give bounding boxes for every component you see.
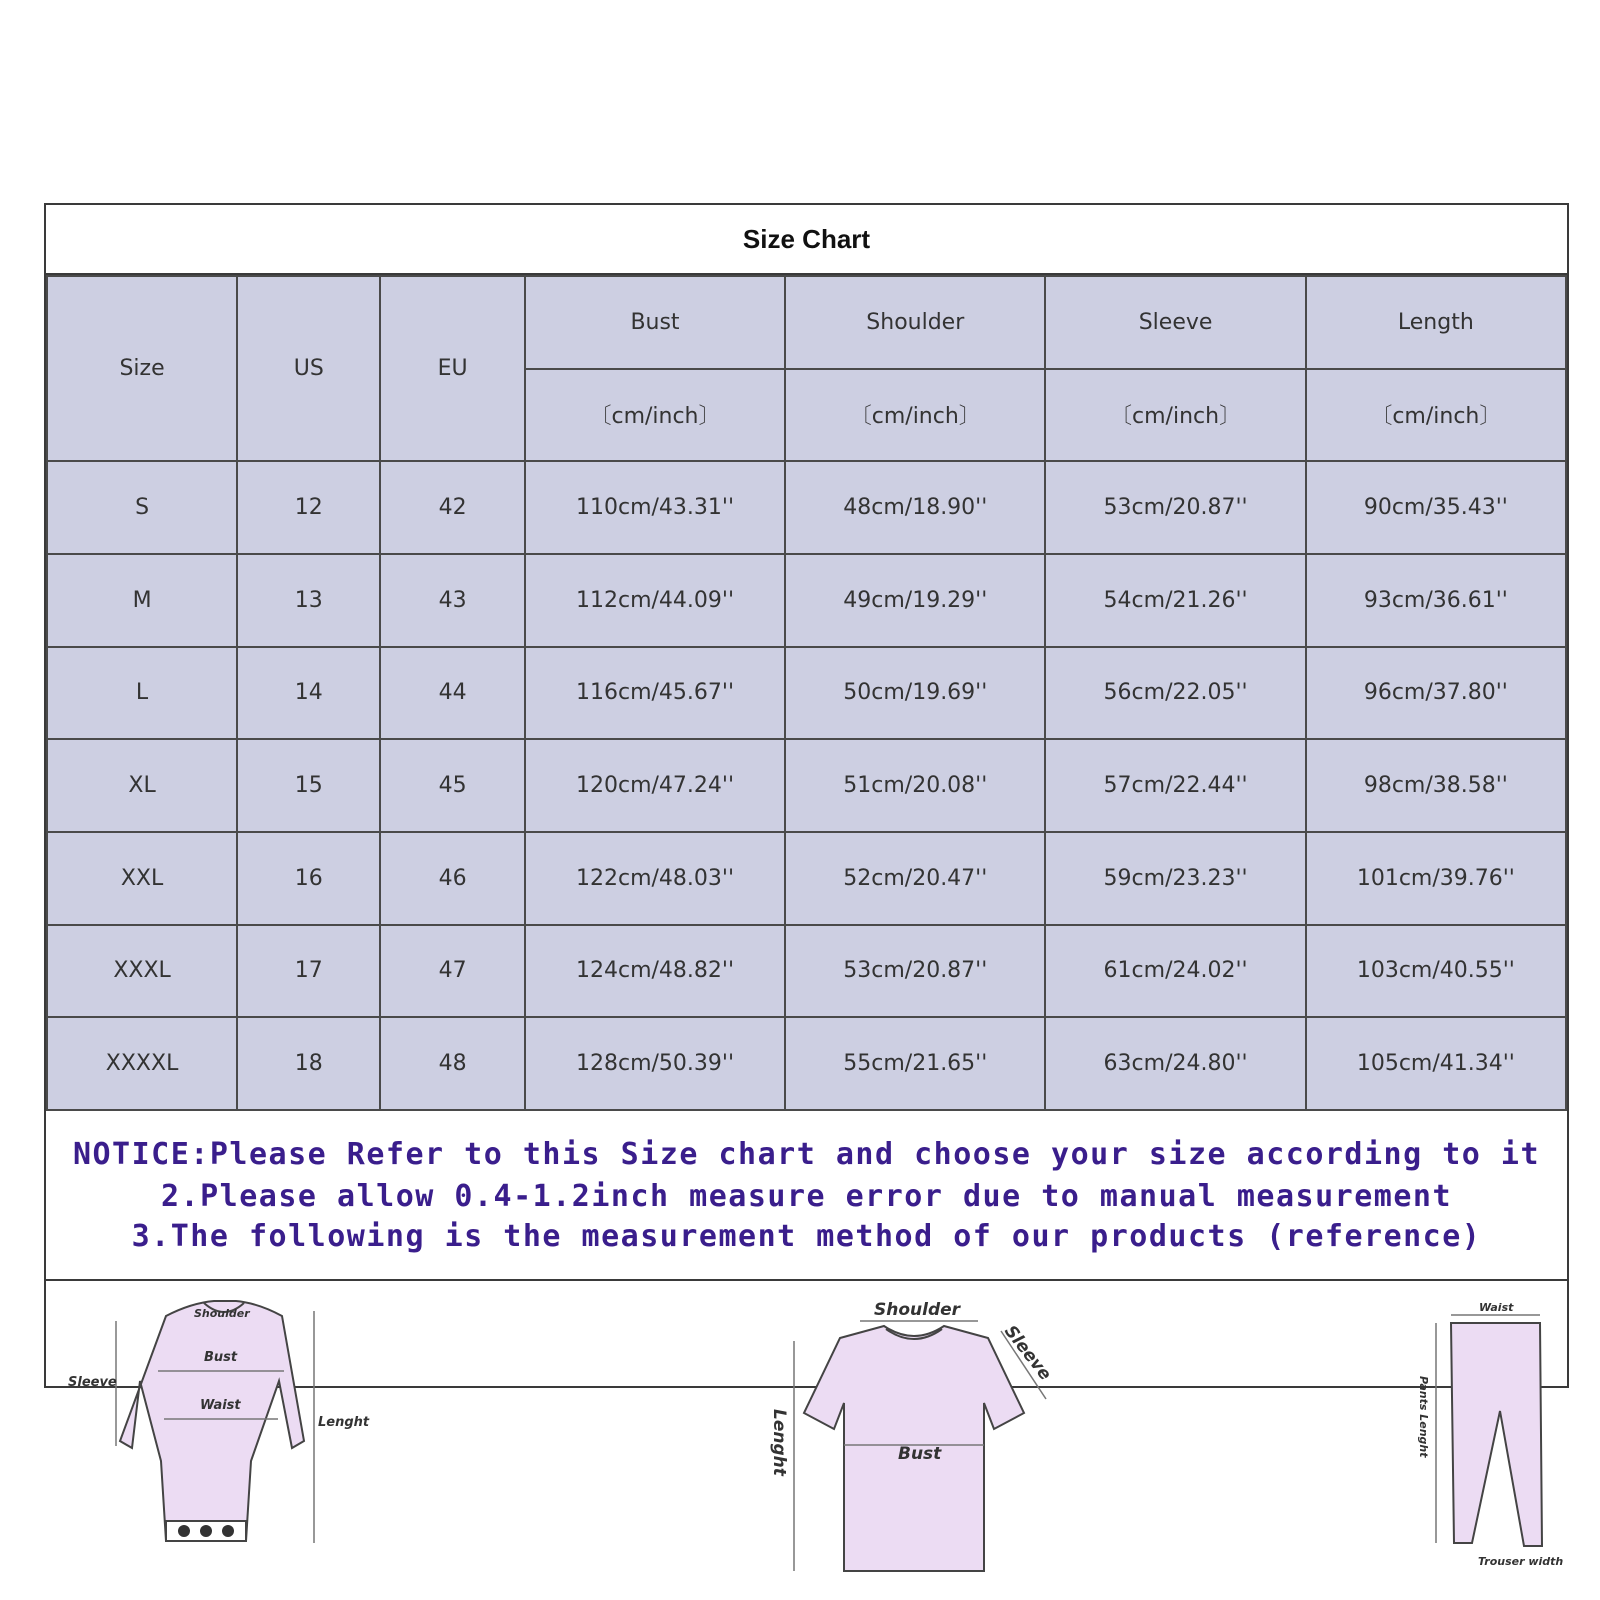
cell-us: 12 [237, 461, 380, 554]
header-bust: Bust [525, 276, 785, 369]
cell-shoulder: 51cm/20.08'' [785, 739, 1045, 832]
dress-shape [120, 1301, 304, 1541]
cell-sleeve: 63cm/24.80'' [1045, 1017, 1305, 1110]
table-row [47, 832, 1566, 925]
header-shoulder: Shoulder [785, 276, 1045, 369]
header-sleeve: Sleeve [1045, 276, 1305, 369]
size-chart-sheet [44, 203, 1569, 1568]
cell-size: XXL [47, 832, 237, 925]
pants-waist-label: Waist [1479, 1301, 1514, 1314]
cell-length: 103cm/40.55'' [1306, 925, 1566, 1018]
pants-figure [1417, 1301, 1563, 1568]
dress-moon-3 [222, 1525, 234, 1537]
header-size: Size [47, 276, 237, 461]
table-row [47, 925, 1566, 1018]
cell-shoulder: 48cm/18.90'' [785, 461, 1045, 554]
pants-shape [1451, 1323, 1542, 1546]
pants-length-label: Pants Lenght [1417, 1376, 1430, 1458]
table-row [47, 739, 1566, 832]
cell-eu: 46 [380, 832, 524, 925]
cell-size: L [47, 647, 237, 740]
cell-sleeve: 53cm/20.87'' [1045, 461, 1305, 554]
cell-us: 13 [237, 554, 380, 647]
tshirt-length-label: Lenght [769, 1409, 789, 1476]
cell-bust: 120cm/47.24'' [525, 739, 785, 832]
cell-length: 101cm/39.76'' [1306, 832, 1566, 925]
cell-size: XXXXL [47, 1017, 237, 1110]
tshirt-sleeve-label: Sleeve [1000, 1321, 1056, 1385]
unit-length: 〔cm/inch〕 [1306, 369, 1566, 462]
table-row [47, 1017, 1566, 1110]
dress-length-label: Lenght [318, 1415, 370, 1430]
tshirt-figure [769, 1300, 1055, 1571]
table-row [47, 461, 1566, 554]
header-row [47, 276, 1566, 369]
pants-width-label: Trouser width [1478, 1555, 1564, 1568]
notice-line-1: NOTICE:Please Refer to this Size chart and choose your size according to it [72, 1137, 1541, 1172]
cell-bust: 128cm/50.39'' [525, 1017, 785, 1110]
cell-bust: 112cm/44.09'' [525, 554, 785, 647]
dress-shoulder-label: Shoulder [194, 1307, 250, 1320]
notice-line-2: 2.Please allow 0.4-1.2inch measure error due to manual measurement [160, 1179, 1453, 1214]
cell-sleeve: 59cm/23.23'' [1045, 832, 1305, 925]
cell-shoulder: 50cm/19.69'' [785, 647, 1045, 740]
measurement-figures [46, 1281, 1567, 1586]
unit-sleeve: 〔cm/inch〕 [1045, 369, 1305, 462]
cell-eu: 48 [380, 1017, 524, 1110]
cell-shoulder: 55cm/21.65'' [785, 1017, 1045, 1110]
dress-moon-1 [178, 1525, 190, 1537]
cell-eu: 47 [380, 925, 524, 1018]
dress-moon-2 [200, 1525, 212, 1537]
cell-length: 98cm/38.58'' [1306, 739, 1566, 832]
unit-bust: 〔cm/inch〕 [525, 369, 785, 462]
cell-eu: 43 [380, 554, 524, 647]
header-eu: EU [380, 276, 524, 461]
cell-size: S [47, 461, 237, 554]
tshirt-shoulder-label: Shoulder [874, 1300, 961, 1320]
cell-sleeve: 57cm/22.44'' [1045, 739, 1305, 832]
unit-shoulder: 〔cm/inch〕 [785, 369, 1045, 462]
table-row [47, 647, 1566, 740]
cell-length: 96cm/37.80'' [1306, 647, 1566, 740]
cell-size: M [47, 554, 237, 647]
header-length: Length [1306, 276, 1566, 369]
cell-bust: 116cm/45.67'' [525, 647, 785, 740]
dress-sleeve-label: Sleeve [68, 1375, 117, 1390]
size-chart-title: Size Chart [46, 205, 1567, 275]
cell-shoulder: 53cm/20.87'' [785, 925, 1045, 1018]
cell-sleeve: 61cm/24.02'' [1045, 925, 1305, 1018]
cell-sleeve: 56cm/22.05'' [1045, 647, 1305, 740]
size-table [46, 275, 1567, 1111]
cell-size: XL [47, 739, 237, 832]
cell-us: 17 [237, 925, 380, 1018]
figures-canvas [46, 1281, 1567, 1586]
cell-size: XXXL [47, 925, 237, 1018]
cell-shoulder: 52cm/20.47'' [785, 832, 1045, 925]
cell-length: 93cm/36.61'' [1306, 554, 1566, 647]
cell-eu: 42 [380, 461, 524, 554]
cell-length: 105cm/41.34'' [1306, 1017, 1566, 1110]
cell-bust: 124cm/48.82'' [525, 925, 785, 1018]
notice-line-3: 3.The following is the measurement method of our products (reference) [131, 1219, 1482, 1254]
cell-eu: 45 [380, 739, 524, 832]
cell-sleeve: 54cm/21.26'' [1045, 554, 1305, 647]
dress-waist-label: Waist [200, 1398, 241, 1413]
dress-figure [68, 1301, 370, 1543]
cell-eu: 44 [380, 647, 524, 740]
tshirt-bust-label: Bust [898, 1444, 942, 1464]
cell-bust: 122cm/48.03'' [525, 832, 785, 925]
cell-shoulder: 49cm/19.29'' [785, 554, 1045, 647]
cell-length: 90cm/35.43'' [1306, 461, 1566, 554]
cell-us: 15 [237, 739, 380, 832]
notice-block [46, 1111, 1567, 1281]
dress-bust-label: Bust [204, 1350, 238, 1365]
cell-us: 14 [237, 647, 380, 740]
cell-us: 16 [237, 832, 380, 925]
cell-bust: 110cm/43.31'' [525, 461, 785, 554]
table-row [47, 554, 1566, 647]
cell-us: 18 [237, 1017, 380, 1110]
header-us: US [237, 276, 380, 461]
